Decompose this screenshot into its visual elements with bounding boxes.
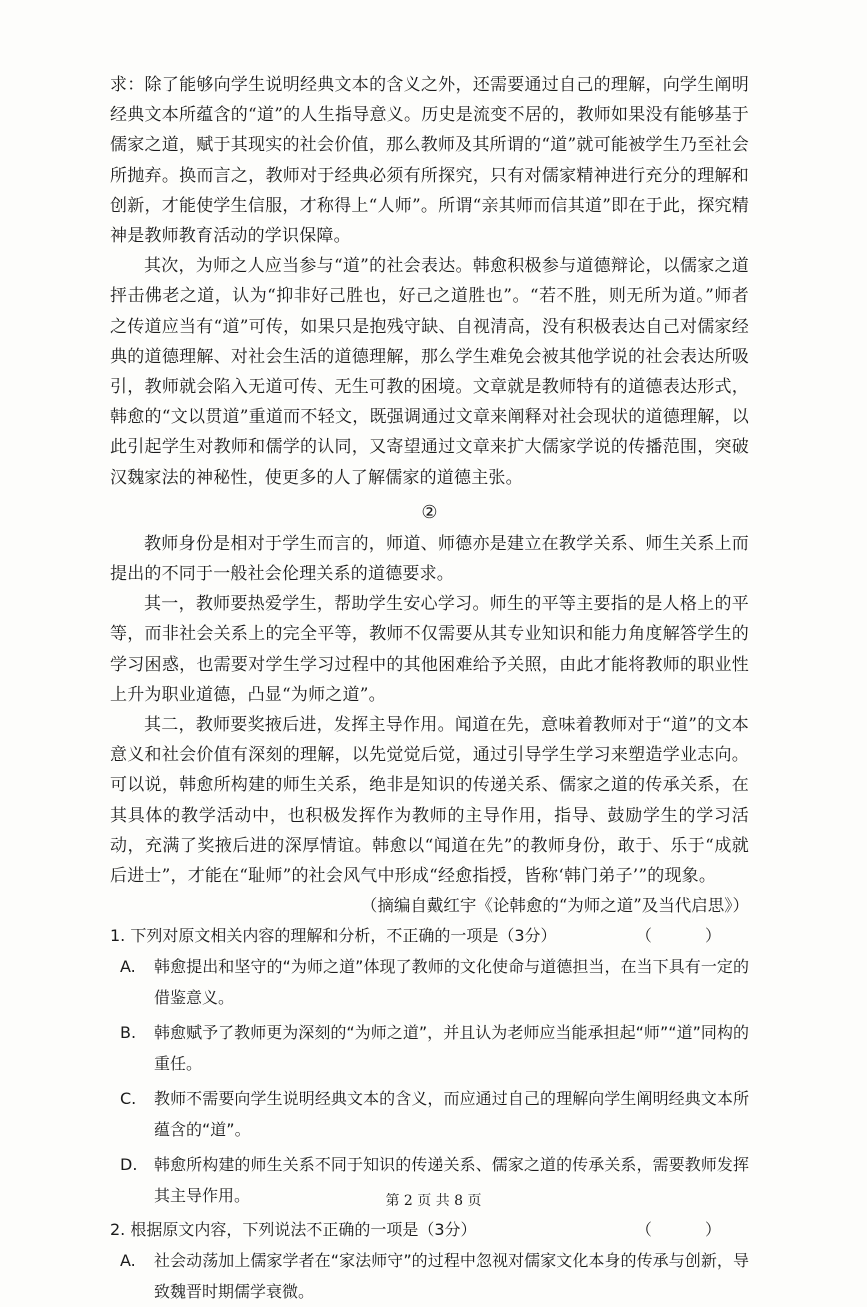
option-letter: D. (120, 1155, 138, 1175)
question-stem (110, 1215, 749, 1245)
option-text: 教师不需要向学生说明经典文本的含义，而应通过自己的理解向学生阐明经典文本所蕴含的“道”。 (154, 1089, 749, 1140)
question-stem (110, 921, 749, 951)
option-text: 韩愈提出和坚守的“为师之道”体现了教师的文化使命与道德担当，在当下具有一定的借鉴意义。 (154, 957, 749, 1008)
passage-paragraph-1: 求：除了能够向学生说明经典文本的含义之外，还需要通过自己的理解，向学生阐明经典文本所蕴含的“道”的人生指导意义。历史是流变不居的，教师如果没有能够基于儒家之道，赋于其现实的社会价值，那么教师及其所谓的“道”就可能被学生乃至社会所抛弃。换而言之，教师对于经典必须有所探究，只有对儒家精神进行充分的理解和创新，才能使学生信服，才称得上“人师”。所谓“亲其师而信其道”即在于此，探究精神是教师教育活动的学识保障。 (110, 75, 749, 247)
question-1-stem-text: 1. 下列对原文相关内容的理解和分析，不正确的一项是（3分） (110, 926, 557, 946)
option-c (110, 1083, 749, 1145)
source-citation: （摘编自戴红宇《论韩愈的“为师之道”及当代启思》） (360, 896, 749, 916)
passage-paragraph-5: 其二，教师要奖掖后进，发挥主导作用。闻道在先，意味着教师对于“道”的文本意义和社会价值有深刻的理解，以先觉觉后觉，通过引导学生学习来塑造学业志向。可以说，韩愈所构建的师生关系，绝非是知识的传递关系、儒家之道的传承关系，在其具体的教学活动中，也积极发挥作为教师的主导作用，指导、鼓励学生的学习活动，充满了奖掖后进的深厚情谊。韩愈以“闻道在先”的教师身份，敢于、乐于“成就后进士”，才能在“耻师”的社会风气中形成“经愈指授，皆称‘韩门弟子’”的现象。 (110, 715, 749, 887)
question-1 (110, 921, 749, 1211)
passage-paragraph-3: 教师身份是相对于学生而言的，师道、师德亦是建立在教学关系、师生关系上而提出的不同于一般社会伦理关系的道德要求。 (110, 533, 749, 585)
option-b (110, 1017, 749, 1079)
option-text: 韩愈所构建的师生关系不同于知识的传递关系、儒家之道的传承关系，需要教师发挥其主导作用。 (154, 1155, 749, 1206)
option-letter: B. (120, 1023, 137, 1043)
section-marker: ② (421, 501, 438, 523)
option-a (110, 1245, 749, 1307)
passage-paragraph-4: 其一，教师要热爱学生，帮助学生安心学习。师生的平等主要指的是人格上的平等，而非社会关系上的完全平等，教师不仅需要从其专业知识和能力角度解答学生的学习困惑，也需要对学生学习过程中的其他困难给予关照，由此才能将教师的职业性上升为职业道德，凸显“为师之道”。 (110, 594, 749, 705)
option-text: 韩愈赋予了教师更为深刻的“为师之道”，并且认为老师应当能承担起“师”“道”同构的重任。 (154, 1023, 749, 1074)
option-letter: A. (120, 957, 136, 977)
option-a (110, 951, 749, 1013)
answer-blank: （ ） (635, 926, 745, 946)
passage-paragraph-2: 其次，为师之人应当参与“道”的社会表达。韩愈积极参与道德辩论，以儒家之道抨击佛老之道，认为“抑非好己胜也，好己之道胜也”。“若不胜，则无所为道。”师者之传道应当有“道”可传，如果只是抱残守缺、自视清高，没有积极表达自己对儒家经典的道德理解、对社会生活的道德理解，那么学生难免会被其他学说的社会表达所吸引，教师就会陷入无道可传、无生可教的困境。文章就是教师特有的道德表达形式，韩愈的“文以贯道”重道而不轻文，既强调通过文章来阐释对社会现状的道德理解，以此引起学生对教师和儒学的认同，又寄望通过文章来扩大儒家学说的传播范围，突破汉魏家法的神秘性，使更多的人了解儒家的道德主张。 (110, 256, 749, 488)
page-footer: 第 2 页 共 8 页 (385, 1193, 482, 1209)
question-2-stem-text: 2. 根据原文内容，下列说法不正确的一项是（3分） (110, 1220, 477, 1240)
option-text: 社会动荡加上儒家学者在“家法师守”的过程中忽视对儒家文化本身的传承与创新，导致魏晋时期儒学衰微。 (154, 1251, 749, 1302)
option-letter: A. (120, 1251, 136, 1271)
option-letter: C. (120, 1089, 137, 1109)
question-2 (110, 1215, 749, 1307)
answer-blank: （ ） (635, 1220, 745, 1240)
